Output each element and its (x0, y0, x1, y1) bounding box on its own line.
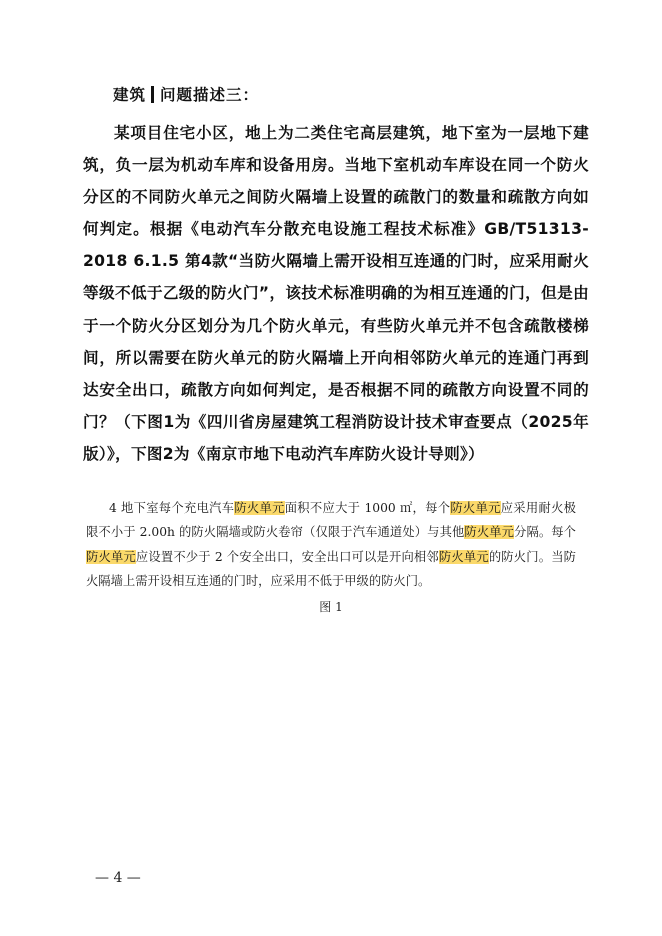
highlighted-term: 防火单元 (86, 549, 136, 564)
highlighted-term: 防火单元 (464, 525, 515, 540)
heading-divider (151, 86, 154, 103)
excerpt-text: 应采用耐火极限不小于 2.00h 的防火隔墙或防火卷帘（仅限于汽车通道处）与其他 (86, 501, 576, 540)
page-number: — 4 — (95, 870, 141, 886)
highlighted-term: 防火单元 (234, 501, 285, 515)
clause-number: 4 (109, 501, 117, 515)
section-heading (113, 84, 259, 106)
excerpt-text: 面积不应大于 1000 ㎡，每个 (284, 501, 451, 515)
heading-title: 问题描述三： (160, 86, 260, 104)
highlighted-term: 防火单元 (438, 549, 489, 564)
excerpt-text: 应设置不少于 2 个安全出口，安全出口可以是开向相邻 (135, 549, 439, 564)
excerpt-text: 的防火门。当防火隔墙上需开设相互连通的门时，应采用不低于甲级的防火门。 (86, 549, 576, 588)
figure-1-excerpt (86, 496, 576, 593)
excerpt-text: 分隔。每个 (514, 525, 576, 540)
problem-description: 某项目住宅小区，地上为二类住宅高层建筑，地下室为一层地下建筑，负一层为机动车库和设备用房。当地下室机动车库设在同一个防火分区的不同防火单元之间防火隔墙上设置的疏散门的数量和疏散方向如何判定。根据《电动汽车分散充电设施工程技术标准》GB/T51313-2018 6.1.5 第4款“当防火隔墙上需开设相互连通的门时，应采用耐火等级不低于乙级的防火门”，该技术标准明确的为相互连通的门，但是由于一个防火分区划分为几个防火单元，有些防火单元并不包含疏散楼梯间，所以需要在防火单元的防火隔墙上开向相邻防火单元的连通门再到达安全出口，疏散方向如何判定，是否根据不同的疏散方向设置不同的门？（下图1为《四川省房屋建筑工程消防设计技术审查要点（2025年版）》，下图2为《南京市地下电动汽车库防火设计导则》） (83, 124, 589, 463)
heading-category: 建筑 (113, 86, 147, 104)
highlighted-term: 防火单元 (450, 501, 501, 515)
excerpt-text: 地下室每个充电汽车 (121, 501, 235, 515)
figure-caption: 图 1 (319, 600, 343, 614)
